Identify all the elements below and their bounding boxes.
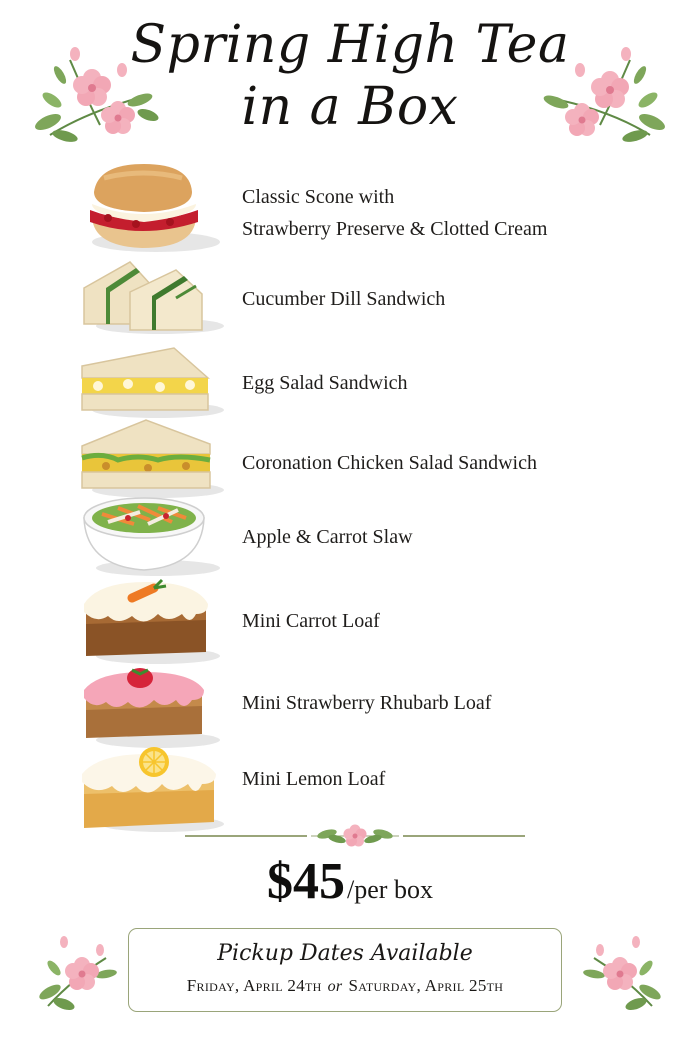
menu-item-label: Mini Lemon Loaf (242, 768, 386, 790)
pickup-box (128, 928, 562, 1012)
menu-item-label: Apple & Carrot Slaw (242, 526, 413, 548)
pickup-date-friday: Friday, April 24th (186, 976, 322, 995)
menu-item-label: Coronation Chicken Salad Sandwich (242, 452, 537, 474)
menu-item (78, 664, 638, 748)
pickup-heading: Pickup Dates Available (217, 941, 473, 966)
menu-item-label: Mini Strawberry Rhubarb Loaf (242, 692, 492, 714)
menu-item (78, 742, 638, 834)
menu-item (78, 574, 638, 666)
divider (185, 824, 525, 848)
divider-line-right (403, 835, 525, 837)
price (0, 852, 700, 911)
menu-item-label: Cucumber Dill Sandwich (242, 288, 446, 310)
pickup-date-saturday: Saturday, April 25th (348, 976, 504, 995)
carrot-loaf-icon (78, 574, 228, 671)
divider-line-left (185, 835, 307, 837)
menu-item (78, 256, 638, 338)
menu-item (78, 160, 638, 256)
menu-item (78, 490, 638, 578)
slaw-bowl-icon (78, 490, 228, 583)
menu-item-label: Egg Salad Sandwich (242, 372, 408, 394)
divider-flower-icon (307, 824, 403, 848)
pickup-or: or (327, 978, 343, 995)
scone-icon (78, 160, 228, 261)
bottom-right-floral-icon (582, 928, 666, 1012)
title-line-2: in a Box (241, 77, 459, 137)
cucumber-sandwich-icon (78, 256, 228, 343)
bottom-left-floral-icon (34, 928, 118, 1012)
menu-item-label: Classic Scone with (242, 186, 395, 208)
menu-item-label: Mini Carrot Loaf (242, 610, 380, 632)
title-line-1: Spring High Tea (130, 15, 570, 75)
pickup-dates (129, 973, 561, 1000)
price-unit: /per box (347, 875, 433, 904)
menu-item (78, 418, 638, 500)
price-amount: $45 (267, 853, 346, 910)
menu-item-label: Strawberry Preserve & Clotted Cream (242, 218, 548, 240)
egg-sandwich-icon (78, 340, 228, 425)
strawberry-loaf-icon (78, 664, 228, 753)
menu-item (78, 340, 638, 420)
